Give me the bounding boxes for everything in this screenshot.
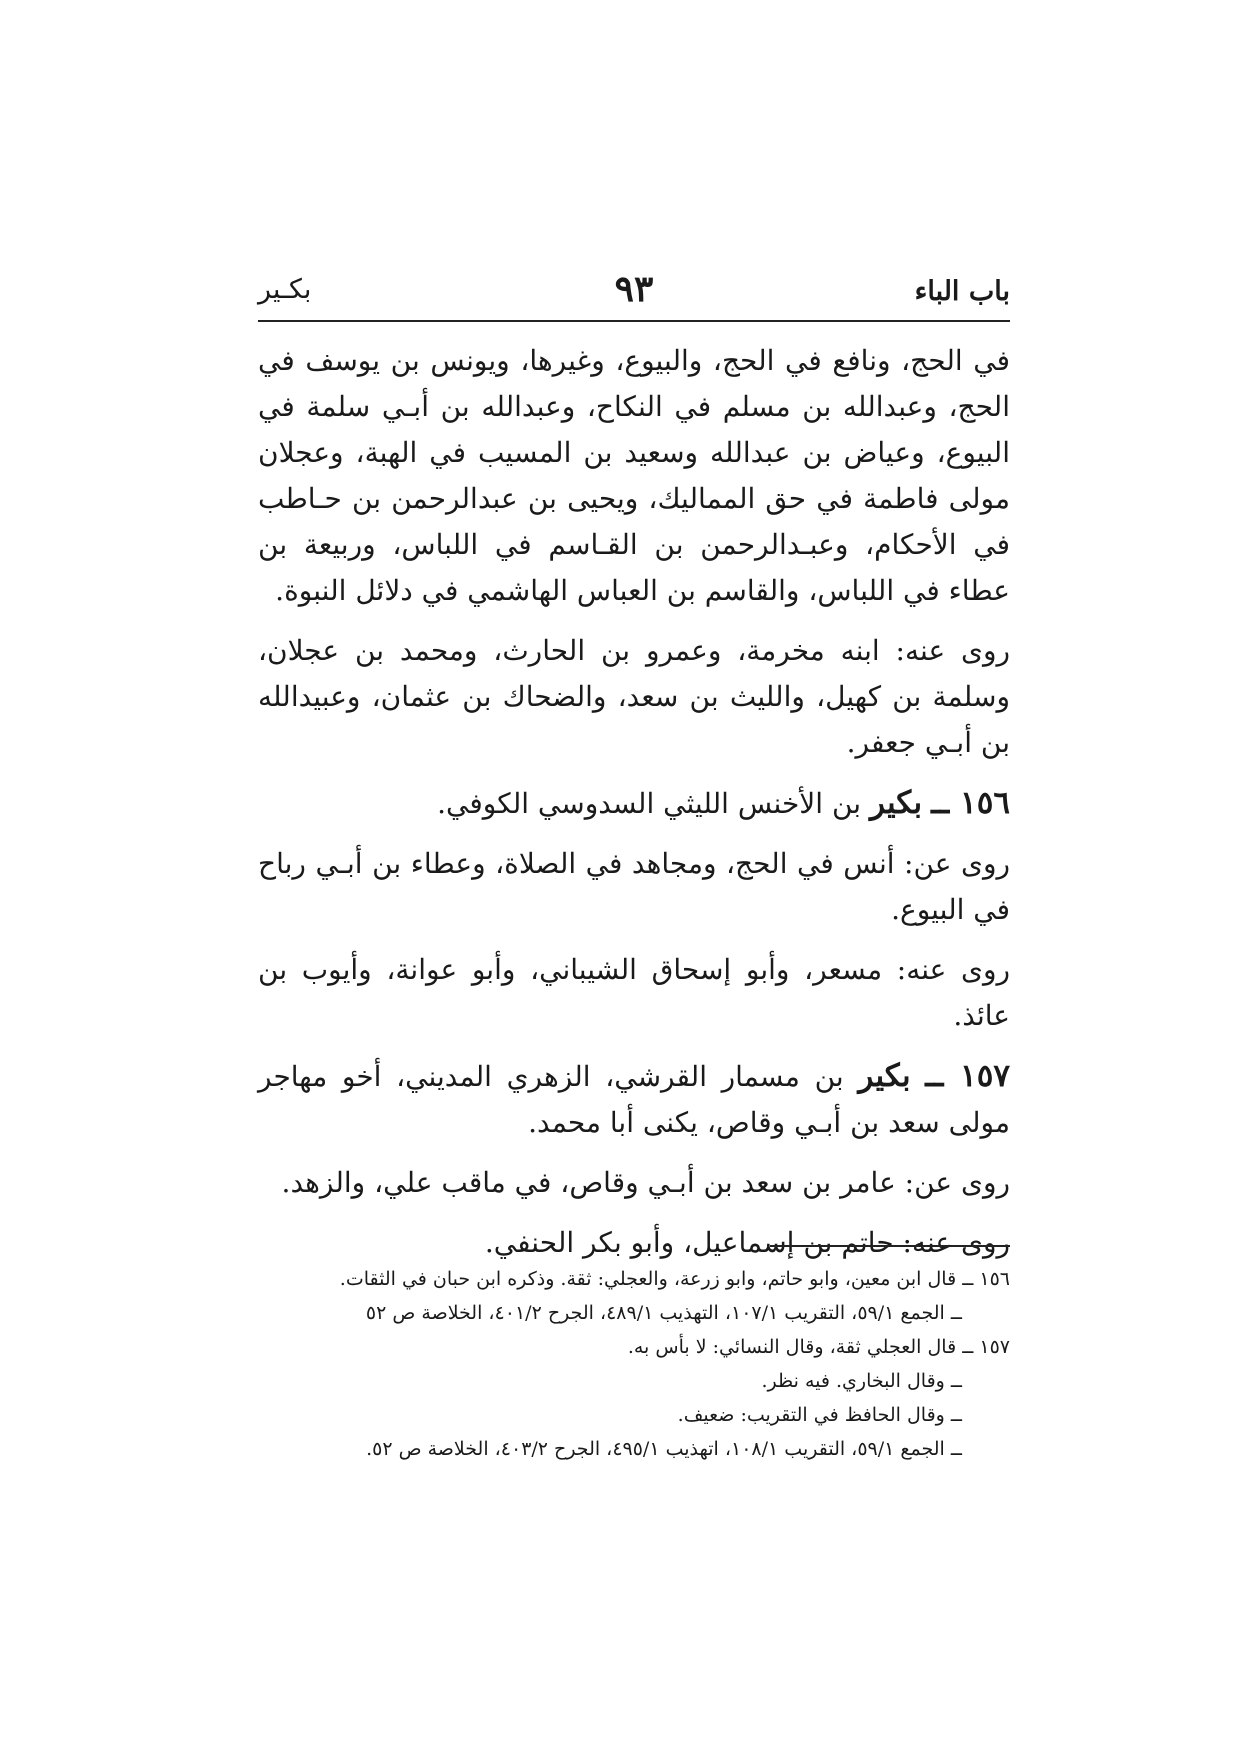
entry-156-narrated-by: روى عنه: مسعر، وأبو إسحاق الشيباني، وأبو عوانة، وأيوب بن عائذ. [258, 953, 1010, 1032]
running-entry-word: بكـير [258, 274, 312, 305]
footnotes [258, 1262, 1010, 1466]
entry-157-narrated-from: روى عن: عامر بن سعد بن أبـي وقاص، في ماقب علي، والزهد. [281, 1166, 1010, 1199]
footnote-157-line-4: ــ الجمع ٥٩/١، التقريب ١٠٨/١، اتهذيب ٤٩٥/١، الجرح ٤٠٣/٢، الخلاصة ص ٥٢. [366, 1438, 962, 1460]
entry-156-name: بكير [869, 785, 923, 821]
footnote-157-line-2: ــ وقال البخاري. فيه نظر. [761, 1370, 962, 1392]
entry-157-narrated-by: روى عنه: حاتم بن إسماعيل، وأبو بكر الحنفي. [484, 1226, 1010, 1259]
footnote-156-line-2: ــ الجمع ٥٩/١، التقريب ١٠٧/١، التهذيب ٤٨٩/١، الجرح ٤٠١/٢، الخلاصة ص ٥٢ [365, 1302, 962, 1324]
entry-156-description: بن الأخنس الليثي السدوسي الكوفي. [437, 787, 870, 820]
entry-157-description: بن مسمار القرشي، الزهري المديني، أخو مهاجر مولى سعد بن أبـي وقاص، يكنى أبا محمد. [258, 1060, 1010, 1139]
entry-157-heading [258, 1053, 1010, 1146]
footnote-rule [770, 1245, 1010, 1247]
entry-156-number: ١٥٦ ــ [931, 785, 1010, 821]
footnote-157-line-1: ١٥٧ ــ قال العجلي ثقة، وقال النسائي: لا بأس به. [627, 1336, 1010, 1358]
page-number: ٩٣ [614, 268, 654, 310]
paragraph-narrations: في الحج، ونافع في الحج، والبيوع، وغيرها، ويونس بن يوسف في الحج، وعبدالله بن مسلم في النكاح، وعبدالله بن أبـي سلمة في البيوع، وعياض بن عبدالله وسعيد بن المسيب في الهبة، وعجلان مولى فاطمة في حق المماليك، ويحيى بن عبدالرحمن بن حـاطب في الأحكام، وعبـدالرحمن بن القـاسم في اللباس، وربيعة بن عطاء في اللباس، والقاسم بن العباس الهاشمي في دلائل النبوة. [258, 344, 1011, 607]
header-rule [258, 320, 1010, 322]
paragraph-narrators-from: روى عنه: ابنه مخرمة، وعمرو بن الحارث، ومحمد بن عجلان، وسلمة بن كهيل، والليث بن سعد، والضحاك بن عثمان، وعبيدالله بن أبـي جعفر. [258, 634, 1010, 759]
main-text [258, 338, 1010, 1280]
chapter-title: باب الباء [914, 276, 1010, 307]
page-header [258, 268, 1010, 318]
footnote-157-line-3: ــ وقال الحافظ في التقريب: ضعيف. [677, 1404, 962, 1426]
entry-156-heading [258, 780, 1010, 827]
entry-157-number: ١٥٧ ــ [925, 1058, 1010, 1094]
footnote-156-line-1: ١٥٦ ــ قال ابن معين، وابو حاتم، وابو زرعة، والعجلي: ثقة. وذكره ابن حبان في الثقات. [339, 1268, 1010, 1290]
entry-157-name: بكير [858, 1058, 911, 1094]
entry-156-narrated-from: روى عن: أنس في الحج، ومجاهد في الصلاة، وعطاء بن أبـي رباح في البيوع. [258, 847, 1010, 926]
